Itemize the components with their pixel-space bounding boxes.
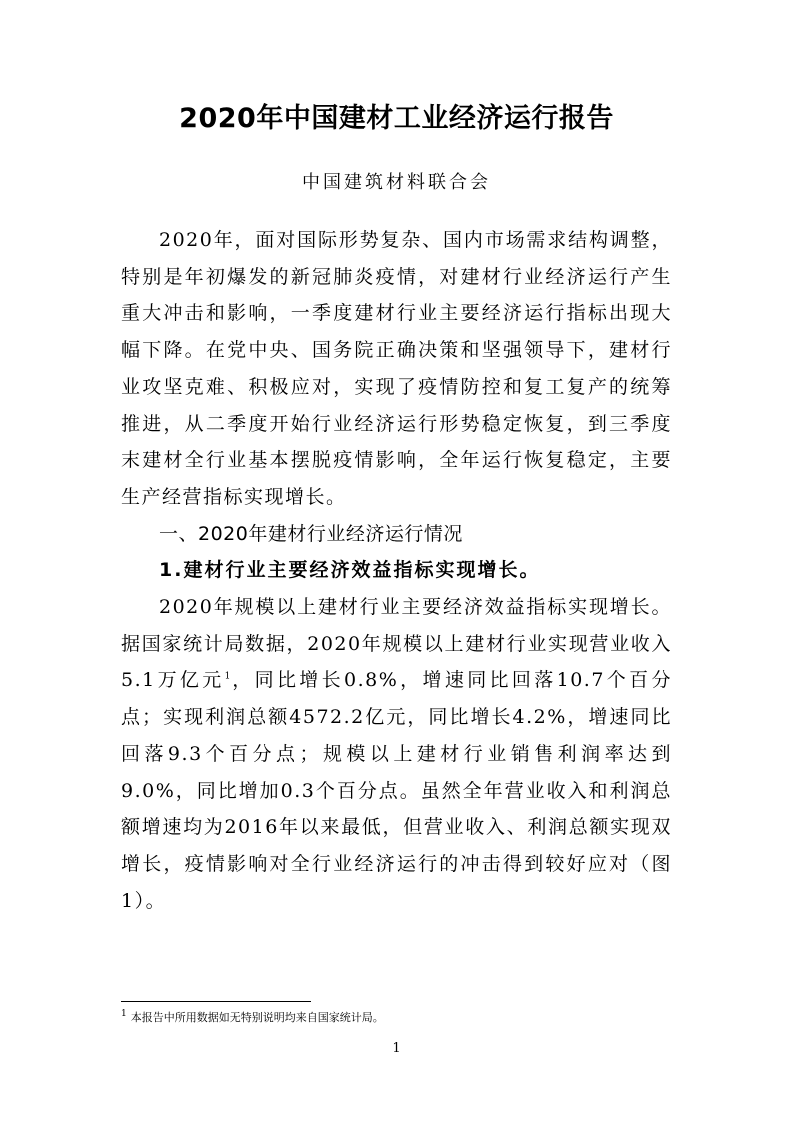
section-heading: 一、2020年建材行业经济运行情况 bbox=[159, 522, 463, 545]
paragraph-text-part1: 2020年规模以上建材行业主要经济效益指标实现增长。据国家统计局数据，2020年规模以上建材行业实现营业收入5.1万亿元 bbox=[121, 596, 672, 692]
document-title: 2020年中国建材工业经济运行报告 bbox=[179, 103, 614, 134]
footnote-text: 本报告中所用数据如无特别说明均来自国家统计局。 bbox=[130, 1011, 384, 1024]
intro-paragraph: 2020年，面对国际形势复杂、国内市场需求结构调整，特别是年初爆发的新冠肺炎疫情，对建材行业经济运行产生重大冲击和影响，一季度建材行业主要经济运行指标出现大幅下降。在党中央、国务院正确决策和坚强领导下，建材行业攻坚克难、积极应对，实现了疫情防控和复工复产的统筹推进，从二季度开始行业经济运行形势稳定恢复，到三季度末建材全行业基本摆脱疫情影响，全年运行恢复稳定，主要生产经营指标实现增长。 bbox=[121, 229, 672, 508]
author-line: 中国建筑材料联合会 bbox=[302, 172, 491, 193]
footnote-mark: 1 bbox=[121, 1009, 127, 1020]
footnote-separator bbox=[121, 1001, 311, 1002]
paragraph-text-part2: ，同比增长0.8%，增速同比回落10.7个百分点；实现利润总额4572.2亿元，同比增长4.2%，增速同比回落9.3个百分点；规模以上建材行业销售利润率达到9.0%，同比增加0.3个百分点。虽然全年营业收入和利润总额增速均为2016年以来最低，但营业收入、利润总额实现双增长，疫情影响对全行业经济运行的冲击得到较好应对（图1）。 bbox=[121, 669, 672, 912]
subsection-heading: 1.建材行业主要经济效益指标实现增长。 bbox=[159, 559, 541, 582]
footnote bbox=[121, 1010, 672, 1026]
footnote-reference[interactable]: 1 bbox=[224, 672, 231, 683]
document-body bbox=[121, 222, 672, 919]
body-paragraph bbox=[121, 589, 672, 919]
page-number: 1 bbox=[392, 1041, 401, 1056]
